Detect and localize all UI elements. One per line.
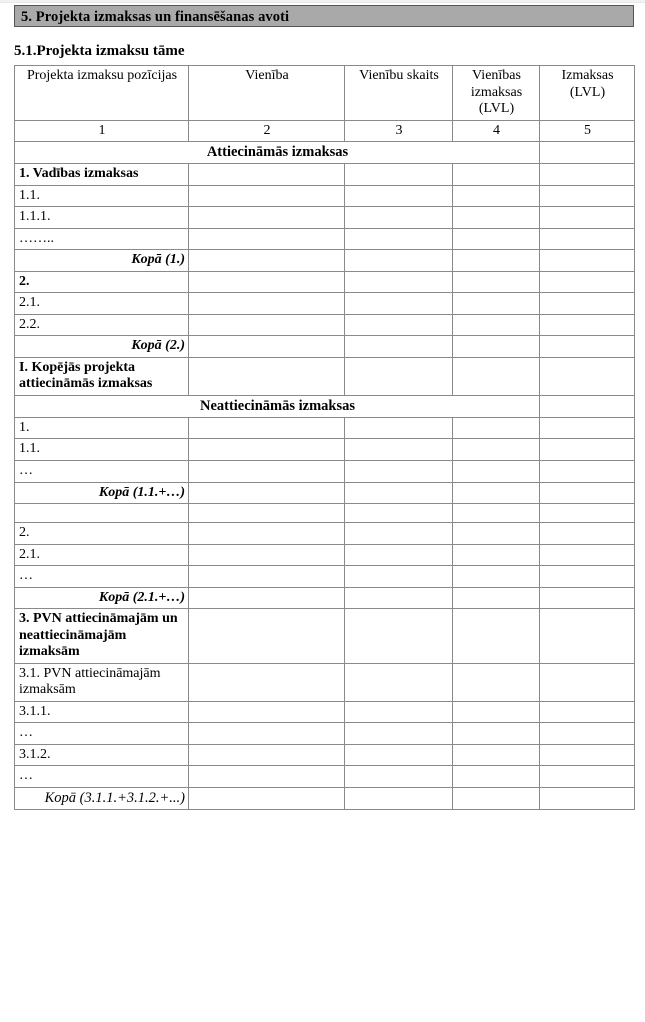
row-value-cell-5[interactable] xyxy=(540,164,635,186)
row-value-cell-2[interactable] xyxy=(189,544,345,566)
column-header-5: Izmaksas (LVL) xyxy=(540,66,635,121)
row-value-cell-2[interactable] xyxy=(189,357,345,395)
row-value-cell-3[interactable] xyxy=(345,523,453,545)
document-body xyxy=(14,0,634,810)
table-row xyxy=(15,228,635,250)
row-value-cell-4[interactable] xyxy=(453,744,540,766)
row-label: Kopā (1.) xyxy=(15,250,189,272)
section-header-label: Attiecināmās izmaksas xyxy=(15,142,540,164)
row-label xyxy=(15,504,189,523)
row-value-cell-5[interactable] xyxy=(540,417,635,439)
row-value-cell-2[interactable] xyxy=(189,250,345,272)
row-value-cell-4[interactable] xyxy=(453,228,540,250)
row-value-cell-3[interactable] xyxy=(345,587,453,609)
row-value-cell-2[interactable] xyxy=(189,787,345,809)
column-number-4: 4 xyxy=(453,120,540,142)
table-row xyxy=(15,439,635,461)
row-value-cell-3[interactable] xyxy=(345,744,453,766)
row-value-cell-5[interactable] xyxy=(540,744,635,766)
row-label: 1.1.1. xyxy=(15,207,189,229)
row-label: 1. xyxy=(15,417,189,439)
row-value-cell-5[interactable] xyxy=(540,723,635,745)
row-value-cell-4[interactable] xyxy=(453,663,540,701)
table-row xyxy=(15,701,635,723)
column-number-5: 5 xyxy=(540,120,635,142)
row-value-cell-3[interactable] xyxy=(345,271,453,293)
row-value-cell-2[interactable] xyxy=(189,417,345,439)
row-value-cell-3[interactable] xyxy=(345,417,453,439)
row-value-cell-4[interactable] xyxy=(453,566,540,588)
column-header-4: Vienības izmaksas (LVL) xyxy=(453,66,540,121)
row-value-cell-3[interactable] xyxy=(345,357,453,395)
table-row xyxy=(15,544,635,566)
row-value-cell-5[interactable] xyxy=(540,504,635,523)
row-value-cell-2[interactable] xyxy=(189,314,345,336)
row-value-cell-5[interactable] xyxy=(540,271,635,293)
row-label: … xyxy=(15,566,189,588)
row-value-cell-4[interactable] xyxy=(453,701,540,723)
table-header-row xyxy=(15,66,635,121)
table-row xyxy=(15,766,635,788)
row-value-cell-3[interactable] xyxy=(345,250,453,272)
row-label: Kopā (2.) xyxy=(15,336,189,358)
table-row xyxy=(15,271,635,293)
project-cost-estimate-table xyxy=(14,65,635,810)
row-value-cell-5[interactable] xyxy=(540,609,635,664)
row-value-cell-3[interactable] xyxy=(345,609,453,664)
row-value-cell-3[interactable] xyxy=(345,544,453,566)
row-value-cell-2[interactable] xyxy=(189,482,345,504)
row-value-cell-3[interactable] xyxy=(345,723,453,745)
table-row xyxy=(15,787,635,809)
row-value-cell-5[interactable] xyxy=(540,439,635,461)
column-number-row xyxy=(15,120,635,142)
table-row xyxy=(15,723,635,745)
row-value-cell-4[interactable] xyxy=(453,357,540,395)
row-value-cell-4[interactable] xyxy=(453,293,540,315)
row-value-cell-3[interactable] xyxy=(345,460,453,482)
row-value-cell-4[interactable] xyxy=(453,314,540,336)
row-value-cell-2[interactable] xyxy=(189,566,345,588)
row-label: Kopā (1.1.+…) xyxy=(15,482,189,504)
row-label: 2. xyxy=(15,271,189,293)
row-value-cell-5[interactable] xyxy=(540,207,635,229)
row-label: 1. Vadības izmaksas xyxy=(15,164,189,186)
row-label: I. Kopējās projekta attiecināmās izmaksas xyxy=(15,357,189,395)
row-value-cell-4[interactable] xyxy=(453,336,540,358)
table-row xyxy=(15,609,635,664)
table-row xyxy=(15,293,635,315)
row-value-cell-5[interactable] xyxy=(540,482,635,504)
column-header-2: Vienība xyxy=(189,66,345,121)
table-row xyxy=(15,566,635,588)
row-value-cell-3[interactable] xyxy=(345,164,453,186)
row-label: 3.1.1. xyxy=(15,701,189,723)
section-header-row xyxy=(15,395,635,417)
row-value-cell-4[interactable] xyxy=(453,417,540,439)
table-row xyxy=(15,250,635,272)
row-value-cell-4[interactable] xyxy=(453,504,540,523)
row-label: … xyxy=(15,766,189,788)
row-value-cell-2[interactable] xyxy=(189,609,345,664)
row-value-cell-5[interactable] xyxy=(540,336,635,358)
row-value-cell-4[interactable] xyxy=(453,207,540,229)
row-value-cell-2[interactable] xyxy=(189,504,345,523)
row-value-cell-3[interactable] xyxy=(345,185,453,207)
row-label: …….. xyxy=(15,228,189,250)
row-value-cell-3[interactable] xyxy=(345,336,453,358)
table-row xyxy=(15,587,635,609)
row-value-cell-5[interactable] xyxy=(540,460,635,482)
section-header-label: Neattiecināmās izmaksas xyxy=(15,395,540,417)
table-row xyxy=(15,663,635,701)
row-label: 1.1. xyxy=(15,439,189,461)
table-row xyxy=(15,207,635,229)
row-label: 2.1. xyxy=(15,293,189,315)
row-value-cell-5[interactable] xyxy=(540,701,635,723)
row-value-cell-2[interactable] xyxy=(189,663,345,701)
row-value-cell-3[interactable] xyxy=(345,701,453,723)
row-label: 1.1. xyxy=(15,185,189,207)
row-value-cell-5[interactable] xyxy=(540,663,635,701)
section-header-cell-5[interactable] xyxy=(540,395,635,417)
table-row xyxy=(15,523,635,545)
row-value-cell-4[interactable] xyxy=(453,523,540,545)
row-label: … xyxy=(15,460,189,482)
row-value-cell-2[interactable] xyxy=(189,293,345,315)
row-value-cell-4[interactable] xyxy=(453,164,540,186)
row-value-cell-5[interactable] xyxy=(540,566,635,588)
row-value-cell-2[interactable] xyxy=(189,336,345,358)
column-number-2: 2 xyxy=(189,120,345,142)
row-value-cell-4[interactable] xyxy=(453,787,540,809)
row-value-cell-4[interactable] xyxy=(453,587,540,609)
row-value-cell-3[interactable] xyxy=(345,663,453,701)
row-value-cell-2[interactable] xyxy=(189,271,345,293)
table-row xyxy=(15,504,635,523)
row-value-cell-5[interactable] xyxy=(540,250,635,272)
row-value-cell-3[interactable] xyxy=(345,504,453,523)
row-label: Kopā (2.1.+…) xyxy=(15,587,189,609)
column-number-1: 1 xyxy=(15,120,189,142)
row-value-cell-2[interactable] xyxy=(189,207,345,229)
table-row xyxy=(15,482,635,504)
column-header-3: Vienību skaits xyxy=(345,66,453,121)
row-value-cell-5[interactable] xyxy=(540,293,635,315)
row-label: 3.1.2. xyxy=(15,744,189,766)
row-value-cell-4[interactable] xyxy=(453,271,540,293)
table-row xyxy=(15,460,635,482)
row-label: 2.2. xyxy=(15,314,189,336)
row-value-cell-2[interactable] xyxy=(189,185,345,207)
row-value-cell-3[interactable] xyxy=(345,566,453,588)
section-header-row xyxy=(15,142,635,164)
row-value-cell-5[interactable] xyxy=(540,185,635,207)
table-row xyxy=(15,336,635,358)
row-value-cell-5[interactable] xyxy=(540,787,635,809)
row-label: 3.1. PVN attiecināmajām izmaksām xyxy=(15,663,189,701)
row-value-cell-4[interactable] xyxy=(453,460,540,482)
row-value-cell-4[interactable] xyxy=(453,544,540,566)
subsection-heading: 5.1.Projekta izmaksu tāme xyxy=(14,43,185,59)
row-value-cell-2[interactable] xyxy=(189,228,345,250)
row-value-cell-2[interactable] xyxy=(189,723,345,745)
row-value-cell-5[interactable] xyxy=(540,314,635,336)
row-value-cell-4[interactable] xyxy=(453,766,540,788)
row-label: 3. PVN attiecināmajām un neattiecināmajām izmaksām xyxy=(15,609,189,664)
table-row xyxy=(15,314,635,336)
row-value-cell-5[interactable] xyxy=(540,357,635,395)
section-header-cell-5[interactable] xyxy=(540,142,635,164)
row-value-cell-3[interactable] xyxy=(345,439,453,461)
row-value-cell-5[interactable] xyxy=(540,523,635,545)
row-value-cell-2[interactable] xyxy=(189,587,345,609)
row-value-cell-5[interactable] xyxy=(540,766,635,788)
row-value-cell-2[interactable] xyxy=(189,439,345,461)
row-value-cell-4[interactable] xyxy=(453,723,540,745)
table-row xyxy=(15,357,635,395)
row-value-cell-3[interactable] xyxy=(345,766,453,788)
row-value-cell-3[interactable] xyxy=(345,293,453,315)
row-value-cell-5[interactable] xyxy=(540,587,635,609)
row-value-cell-2[interactable] xyxy=(189,744,345,766)
row-label: Kopā (3.1.1.+3.1.2.+...) xyxy=(15,787,189,809)
row-label: 2.1. xyxy=(15,544,189,566)
column-number-3: 3 xyxy=(345,120,453,142)
table-row xyxy=(15,417,635,439)
row-value-cell-3[interactable] xyxy=(345,314,453,336)
table-row xyxy=(15,185,635,207)
row-value-cell-4[interactable] xyxy=(453,482,540,504)
row-label: 2. xyxy=(15,523,189,545)
row-value-cell-4[interactable] xyxy=(453,185,540,207)
row-value-cell-2[interactable] xyxy=(189,701,345,723)
column-header-1: Projekta izmaksu pozīcijas xyxy=(15,66,189,121)
row-value-cell-5[interactable] xyxy=(540,544,635,566)
row-value-cell-2[interactable] xyxy=(189,523,345,545)
row-value-cell-4[interactable] xyxy=(453,250,540,272)
table-row xyxy=(15,164,635,186)
row-value-cell-5[interactable] xyxy=(540,228,635,250)
row-label: … xyxy=(15,723,189,745)
row-value-cell-3[interactable] xyxy=(345,787,453,809)
row-value-cell-3[interactable] xyxy=(345,482,453,504)
row-value-cell-4[interactable] xyxy=(453,609,540,664)
row-value-cell-3[interactable] xyxy=(345,228,453,250)
row-value-cell-3[interactable] xyxy=(345,207,453,229)
row-value-cell-2[interactable] xyxy=(189,460,345,482)
row-value-cell-2[interactable] xyxy=(189,766,345,788)
row-value-cell-2[interactable] xyxy=(189,164,345,186)
section-banner-title: 5. Projekta izmaksas un finansēšanas avoti xyxy=(14,5,634,27)
table-row xyxy=(15,744,635,766)
row-value-cell-4[interactable] xyxy=(453,439,540,461)
